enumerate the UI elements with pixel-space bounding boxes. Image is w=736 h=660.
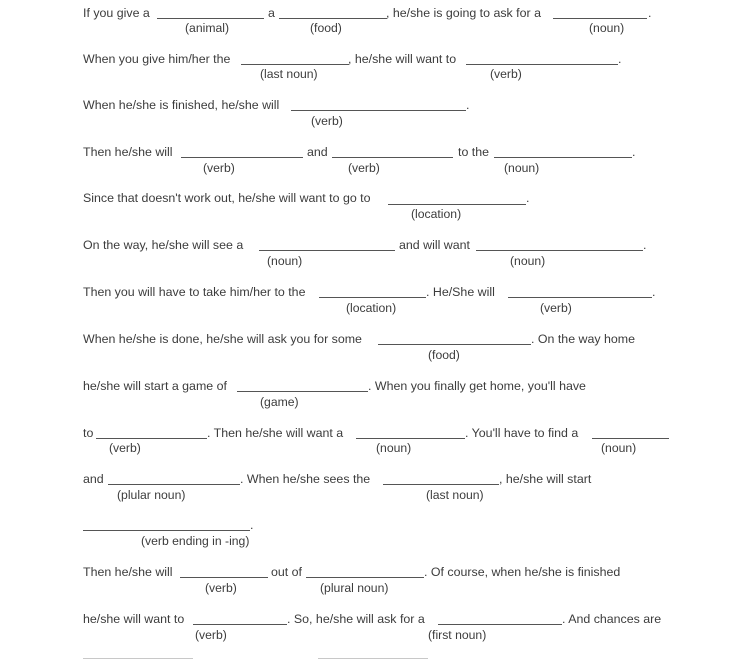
line13-text-2: out of — [271, 565, 303, 579]
verb-ing-hint: (verb ending in -ing) — [141, 534, 250, 548]
line14-text-3: . And chances are — [562, 612, 662, 626]
line5-period: . — [526, 191, 530, 205]
verb-blank-7[interactable] — [180, 577, 268, 578]
line4-text-2: and — [307, 145, 328, 159]
verb-blank-3[interactable] — [181, 157, 303, 158]
line14-text-1: he/she will want to — [83, 612, 185, 626]
noun-blank-2[interactable] — [494, 157, 632, 158]
verb-blank-2[interactable] — [291, 110, 466, 111]
plural-noun-blank-1[interactable] — [108, 484, 240, 485]
verb-hint-3: (verb) — [203, 161, 235, 175]
last-noun-blank-2[interactable] — [383, 484, 499, 485]
first-noun-blank[interactable] — [438, 624, 562, 625]
noun-blank-6[interactable] — [592, 438, 669, 439]
line7-period: . — [652, 285, 656, 299]
line4-text-1: Then he/she will — [83, 145, 173, 159]
line6-text-1: On the way, he/she will see a — [83, 238, 244, 252]
line2-period: . — [618, 52, 622, 66]
game-blank[interactable] — [237, 391, 368, 392]
food-blank[interactable] — [279, 18, 387, 19]
noun-blank-3[interactable] — [259, 250, 395, 251]
last-noun-hint: (last noun) — [260, 67, 318, 81]
line2-text-1: When you give him/her the — [83, 52, 231, 66]
line11-text-1: and — [83, 472, 104, 486]
noun-hint-2: (noun) — [504, 161, 540, 175]
location-blank-2[interactable] — [319, 297, 426, 298]
last-noun-blank[interactable] — [241, 64, 349, 65]
location-blank-1[interactable] — [388, 204, 526, 205]
verb-blank-8[interactable] — [193, 624, 287, 625]
food-hint: (food) — [310, 21, 342, 35]
animal-blank[interactable] — [157, 18, 264, 19]
line8-text-2: . On the way home — [531, 332, 635, 346]
noun-blank-1[interactable] — [553, 18, 647, 19]
noun-hint-6: (noun) — [601, 441, 637, 455]
food-blank-2[interactable] — [378, 344, 531, 345]
first-noun-hint: (first noun) — [428, 628, 487, 642]
line4-period: . — [632, 145, 636, 159]
noun-hint-1: (noun) — [589, 21, 625, 35]
line1-text-1: If you give a — [83, 6, 150, 20]
line4-text-3: to the — [458, 145, 490, 159]
line8-text-1: When he/she is done, he/she will ask you for some — [83, 332, 362, 346]
verb-ing-blank[interactable] — [83, 530, 250, 531]
noun-blank-4[interactable] — [476, 250, 643, 251]
verb-hint-7: (verb) — [205, 581, 237, 595]
last-noun-hint-2: (last noun) — [426, 488, 484, 502]
location-hint-1: (location) — [411, 207, 462, 221]
animal-hint: (animal) — [185, 21, 230, 35]
plural-noun-blank-2[interactable] — [306, 577, 424, 578]
noun-hint-4: (noun) — [510, 254, 546, 268]
line13-text-3: . Of course, when he/she is finished — [424, 565, 621, 579]
line7-text-2: . He/She will — [426, 285, 495, 299]
line1-period: . — [648, 6, 652, 20]
line6-text-2: and will want — [399, 238, 470, 252]
location-hint-2: (location) — [346, 301, 397, 315]
verb-blank-5[interactable] — [508, 297, 652, 298]
line13-text-1: Then he/she will — [83, 565, 173, 579]
line5-text-1: Since that doesn't work out, he/she will want to go to — [83, 191, 371, 205]
line11-text-2: . When he/she sees the — [240, 472, 371, 486]
verb-hint-2: (verb) — [311, 114, 343, 128]
plural-noun-hint-1: (plular noun) — [117, 488, 186, 502]
noun-hint-5: (noun) — [376, 441, 412, 455]
verb-blank-1[interactable] — [466, 64, 618, 65]
line1-text-3: , he/she is going to ask for a — [386, 6, 541, 20]
line3-period: . — [466, 98, 470, 112]
food-hint-2: (food) — [428, 348, 460, 362]
line11-text-3: , he/she will start — [499, 472, 592, 486]
line12-period: . — [250, 518, 254, 532]
line1-text-2: a — [268, 6, 275, 20]
line7-text-1: Then you will have to take him/her to the — [83, 285, 306, 299]
line10-text-2: . Then he/she will want a — [207, 426, 344, 440]
verb-hint-5: (verb) — [540, 301, 572, 315]
line9-text-1: he/she will start a game of — [83, 379, 227, 393]
verb-hint-6: (verb) — [109, 441, 141, 455]
line10-text-1: to — [83, 426, 94, 440]
noun-blank-5[interactable] — [356, 438, 465, 439]
verb-hint-1: (verb) — [490, 67, 522, 81]
line2-text-2: , he/she will want to — [348, 52, 457, 66]
cutoff-blank-1 — [83, 658, 193, 659]
verb-hint-4: (verb) — [348, 161, 380, 175]
line9-text-2: . When you finally get home, you'll have — [368, 379, 586, 393]
game-hint: (game) — [260, 395, 299, 409]
plural-noun-hint-2: (plural noun) — [320, 581, 389, 595]
line3-text-1: When he/she is finished, he/she will — [83, 98, 280, 112]
line14-text-2: . So, he/she will ask for a — [287, 612, 425, 626]
line10-text-3: . You'll have to find a — [465, 426, 579, 440]
verb-blank-6[interactable] — [96, 438, 207, 439]
verb-blank-4[interactable] — [332, 157, 453, 158]
verb-hint-8: (verb) — [195, 628, 227, 642]
line6-period: . — [643, 238, 647, 252]
noun-hint-3: (noun) — [267, 254, 303, 268]
cutoff-blank-2 — [318, 658, 428, 659]
